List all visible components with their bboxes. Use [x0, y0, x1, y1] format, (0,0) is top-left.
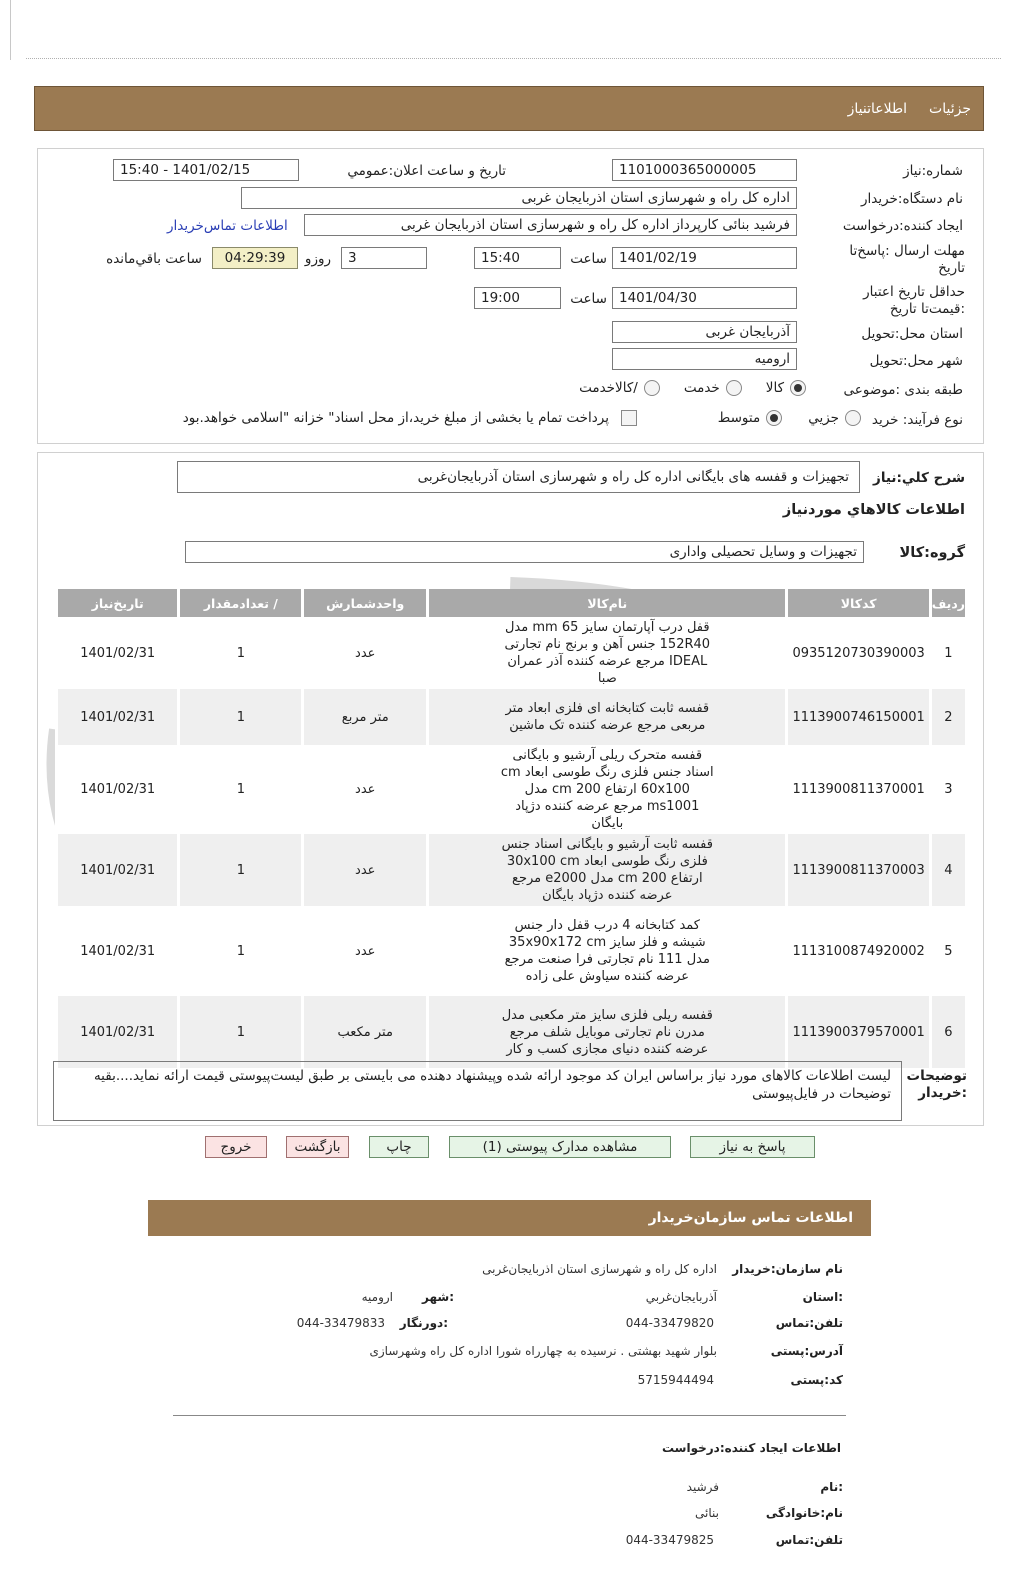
cell-index: 3 — [930, 745, 965, 834]
category-goods-option[interactable]: کالا — [766, 380, 806, 396]
tab-details[interactable]: جزئیات — [929, 100, 971, 117]
radio-icon[interactable] — [790, 380, 806, 396]
cell-name — [428, 834, 787, 906]
cell-date: 1401/02/31 — [57, 996, 179, 1068]
buyer-org-field: اداره کل راه و شهرسازی استان اذربایجان غربی — [241, 187, 797, 209]
cell-code: 1113900746150001 — [787, 689, 930, 745]
requester-label: ايجاد كننده:درخواست — [842, 218, 963, 234]
remaining-label: ساعت باقي‌مانده — [106, 251, 202, 267]
province-label: استان محل:تحویل — [861, 326, 963, 342]
remaining-time-field: 04:29:39 — [212, 247, 298, 269]
radio-icon[interactable] — [845, 410, 861, 426]
cell-name-text: قفسه متحرک ریلی آرشیو و بایگانی اسناد جنس فلزی رنگ طوسی ابعاد cm 60x100 ارتفاع cm 200 مدل ms1001 مرجع عرضه کننده دژپاد بایگان — [500, 748, 714, 831]
cell-date: 1401/02/31 — [57, 834, 179, 906]
category-goods-service-option[interactable]: /کالاخدمت — [579, 380, 660, 396]
announce-label: تاریخ و ساعت اعلان:عمومي — [347, 163, 506, 179]
table-header-row — [57, 589, 966, 617]
cell-unit: متر مکعب — [303, 996, 428, 1068]
col-header-date: تاريخ‌نياز — [57, 589, 179, 617]
table-row — [57, 689, 966, 745]
cell-name — [428, 906, 787, 996]
cell-code: 0935120730390003 — [787, 617, 930, 689]
validity-time-field: 19:00 — [474, 287, 561, 309]
need-number-label: شماره:نیاز — [903, 163, 963, 179]
city-field: ارومیه — [612, 348, 797, 370]
cell-name-text: قفسه ثابت کتابخانه ای فلزی ابعاد متر مربعی مرجع عرضه کننده تک ماشین — [505, 701, 710, 733]
view-attachments-button[interactable]: مشاهده مدارک پیوستی (1) — [449, 1136, 671, 1158]
contact-divider — [173, 1415, 846, 1416]
deadline-label: مهلت ارسال :پاسخ‌تا تاریخ — [849, 243, 965, 276]
contact-fax-label: :دورنگار — [399, 1316, 448, 1330]
deadline-date-field: 1401/02/19 — [612, 247, 797, 269]
col-header-unit: واحدشمارش — [303, 589, 428, 617]
cell-date: 1401/02/31 — [57, 906, 179, 996]
radio-icon[interactable] — [644, 380, 660, 396]
category-service-option[interactable]: خدمت — [684, 380, 742, 396]
cell-unit: متر مربع — [303, 689, 428, 745]
city-label: شهر محل:تحویل — [869, 353, 963, 369]
items-table-wrapper — [55, 589, 965, 1068]
contact-province-label: :استان — [802, 1290, 843, 1304]
category-label: طبقه بندی :موضوعی — [843, 382, 963, 398]
cell-index: 1 — [930, 617, 965, 689]
table-row — [57, 834, 966, 906]
creator-phone-label: تلفن:تماس — [775, 1533, 843, 1547]
cell-name — [428, 689, 787, 745]
cell-name — [428, 617, 787, 689]
category-options — [579, 380, 806, 396]
need-number-field: 1101000365000005 — [612, 159, 797, 181]
cell-code: 1113900379570001 — [787, 996, 930, 1068]
radio-icon[interactable] — [726, 380, 742, 396]
creator-info-title: اطلاعات ايجاد كننده:درخواست — [661, 1441, 841, 1455]
cell-qty: 1 — [179, 745, 303, 834]
contact-fax-value: 044-33479833 — [296, 1316, 385, 1330]
need-description-label: شرح كلي:نياز — [873, 470, 965, 486]
creator-name-value: فرشید — [686, 1480, 719, 1494]
cell-date: 1401/02/31 — [57, 617, 179, 689]
cell-qty: 1 — [179, 906, 303, 996]
contact-phone-value: 044-33479820 — [625, 1316, 714, 1330]
cell-qty: 1 — [179, 617, 303, 689]
cell-unit: عدد — [303, 834, 428, 906]
validity-hour-label: ساعت — [570, 291, 607, 307]
contact-address-label: آدرس:پستی — [770, 1344, 843, 1358]
tab-need-info[interactable]: اطلاعاتنیاز — [847, 100, 908, 117]
items-table — [55, 589, 965, 1068]
contact-postal-label: کد:پستی — [790, 1373, 843, 1387]
cell-unit: عدد — [303, 617, 428, 689]
cell-name-text: قفل درب آپارتمان سایز mm 65 مدل 152R40 جنس آهن و برنج نام تجارتی IDEAL مرجع عرضه کننده آذر عمران صبا — [504, 620, 711, 686]
goods-group-field: تجهیزات و وسایل تحصیلی واداری — [185, 541, 864, 563]
process-options — [718, 410, 861, 426]
cell-qty: 1 — [179, 996, 303, 1068]
province-field: آذربایجان غربی — [612, 321, 797, 343]
table-row — [57, 745, 966, 834]
page-left-border — [10, 0, 11, 60]
cell-index: 5 — [930, 906, 965, 996]
table-row — [57, 617, 966, 689]
reply-to-need-button[interactable]: پاسخ به نياز — [690, 1136, 815, 1158]
cell-unit: عدد — [303, 906, 428, 996]
exit-button[interactable]: خروج — [205, 1136, 267, 1158]
announce-field: 1401/02/15 - 15:40 — [113, 159, 299, 181]
cell-name — [428, 996, 787, 1068]
contact-province-value: آذربايجان‌غربي — [645, 1290, 717, 1304]
cell-name-text: کمد کتابخانه 4 درب قفل دار جنس شیشه و فلز سایز 35x90x172 cm مدل 111 نام تجارتی فرا صنعت مرجع عرضه کننده سیاوش علی زاده — [504, 918, 710, 984]
validity-date-field: 1401/04/30 — [612, 287, 797, 309]
col-header-row-index: رديف — [930, 589, 965, 617]
print-button[interactable]: چاپ — [369, 1136, 429, 1158]
process-partial-option[interactable]: جزيي — [808, 410, 861, 426]
creator-family-value: بنائی — [695, 1506, 719, 1520]
cell-qty: 1 — [179, 834, 303, 906]
deadline-hour-label: ساعت — [570, 251, 607, 267]
contact-phone-label: تلفن:تماس — [775, 1316, 843, 1330]
checkbox-icon[interactable] — [621, 410, 637, 426]
cell-code: 1113900811370003 — [787, 834, 930, 906]
process-medium-option[interactable]: متوسط — [718, 410, 782, 426]
days-field: 3 — [341, 247, 427, 269]
cell-qty: 1 — [179, 689, 303, 745]
col-header-code: كدكالا — [787, 589, 930, 617]
cell-unit: عدد — [303, 745, 428, 834]
col-header-name: نام‌کالا — [428, 589, 787, 617]
goods-group-label: گروه:کالا — [899, 545, 965, 561]
buyer-org-label: نام دستگاه:خریدار — [860, 191, 963, 207]
process-label: نوع فرآیند: خرید — [871, 412, 963, 428]
days-label: روزو — [304, 251, 331, 267]
deadline-time-field: 15:40 — [474, 247, 561, 269]
cell-code: 1113900811370001 — [787, 745, 930, 834]
contact-city-value: اروميه — [361, 1290, 393, 1304]
validity-label: حداقل تاریخ اعتبار :قیمت‌تا تاریخ — [863, 284, 965, 317]
buyer-notes-label: توضيحات :خريدار — [906, 1068, 967, 1101]
cell-code: 1113100874920002 — [787, 906, 930, 996]
cell-index: 2 — [930, 689, 965, 745]
cell-date: 1401/02/31 — [57, 745, 179, 834]
contact-address-value: بلوار شهید بهشتی . نرسیده به چهارراه شورا اداره کل راه وشهرسازی — [369, 1344, 717, 1358]
cell-date: 1401/02/31 — [57, 689, 179, 745]
back-button[interactable]: بازگشت — [286, 1136, 349, 1158]
cell-index: 4 — [930, 834, 965, 906]
creator-phone-value: 044-33479825 — [625, 1533, 714, 1547]
details-header — [34, 86, 984, 131]
buyer-contact-link[interactable]: اطلاعات تماس‌خریدار — [167, 218, 288, 234]
creator-family-label: نام:خانوادگی — [765, 1506, 843, 1520]
buyer-notes-box: لیست اطلاعات کالاهای مورد نیاز براساس ایران کد موجود ارائه شده وپیشنهاد دهنده می بایستی بر طبق لیست‌پیوستی قیمت ارائه نماید....بقیه توضیحات در فایل‌پیوستی — [53, 1061, 902, 1121]
contact-org-value: اداره كل راه و شهرسازی استان اذربایجان‌غربی — [482, 1262, 717, 1276]
goods-info-title: اطلاعات كالاهاي موردنياز — [782, 502, 965, 518]
need-description-field: تجهیزات و قفسه های بایگانی اداره کل راه و شهرسازی استان آذربایجان‌غربی — [177, 461, 860, 493]
table-row — [57, 996, 966, 1068]
col-header-qty: / تعدادمقدار — [179, 589, 303, 617]
treasury-payment-checkbox[interactable]: پرداخت تمام یا بخشی از مبلغ خرید،از محل اسناد" خزانه "اسلامی خواهد.بود — [183, 410, 637, 426]
radio-icon[interactable] — [766, 410, 782, 426]
contact-org-label: نام سازمان:خريدار — [732, 1262, 843, 1276]
creator-name-label: :نام — [820, 1480, 843, 1494]
requester-field: فرشید بنائی کارپرداز اداره کل راه و شهرسازی استان اذربایجان غربی — [304, 214, 797, 236]
contact-postal-value: 5715944494 — [637, 1373, 714, 1387]
cell-name-text: قفسه ریلی فلزی سایز متر مکعبی مدل مدرن نام تجارتی موبایل شلف مرجع عرضه کننده دنیای مجازی کسب و کار — [501, 1007, 713, 1057]
buyer-contact-header — [148, 1200, 871, 1236]
cell-index: 6 — [930, 996, 965, 1068]
contact-city-label: :شهر — [422, 1290, 454, 1304]
cell-name-text: قفسه ثابت آرشیو و بایگانی اسناد جنس فلزی رنگ طوسی ابعاد 30x100 cm ارتفاع cm 200 مدل e2000 مرجع عرضه کننده دژپاد بایگان — [501, 837, 713, 903]
table-row — [57, 906, 966, 996]
top-divider — [26, 58, 1001, 59]
cell-name — [428, 745, 787, 834]
buyer-contact-title: اطلاعات تماس سازمان‌خريدار — [648, 1210, 853, 1226]
